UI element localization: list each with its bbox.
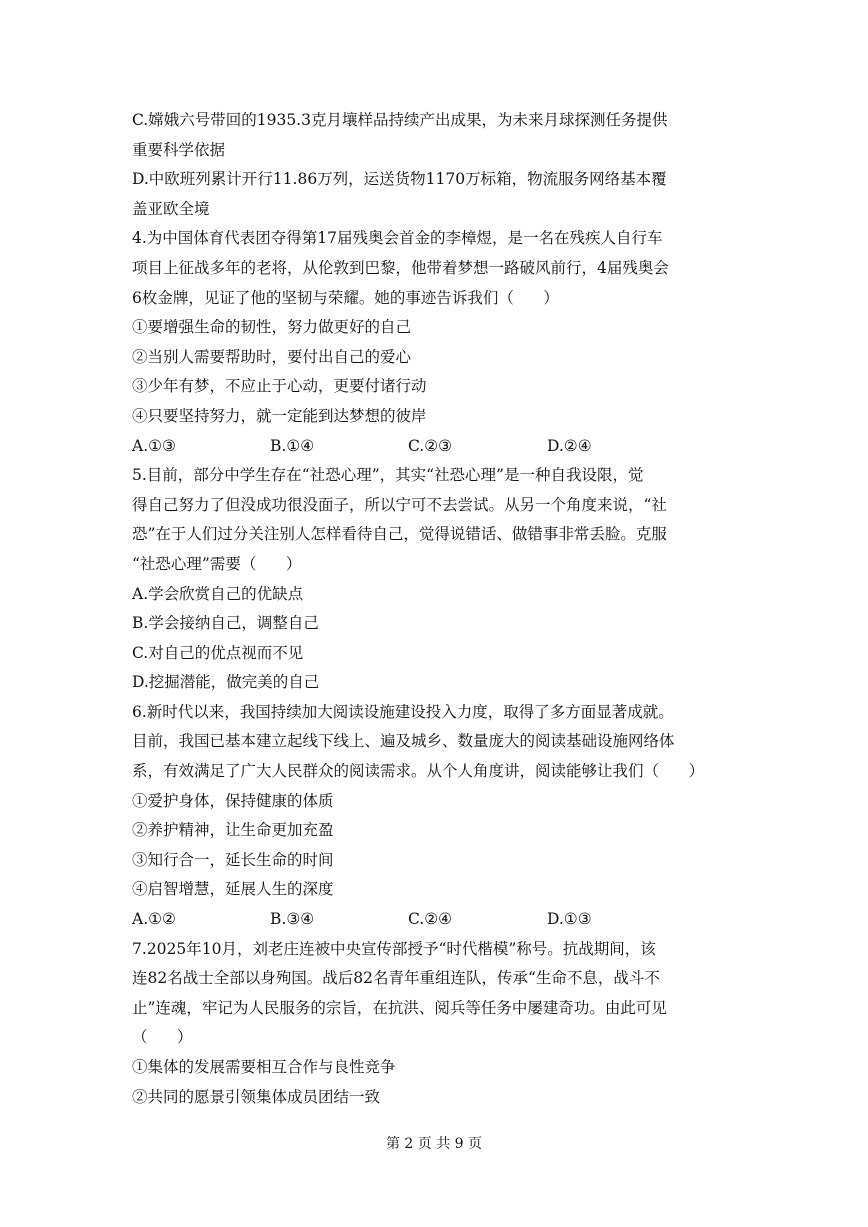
page-footer: 第 2 页 共 9 页: [385, 1136, 483, 1152]
text-line: ①集体的发展需要相互合作与良性竞争: [132, 1058, 396, 1076]
text-line: （ ）: [132, 1028, 193, 1047]
text-line: ③少年有梦，不应止于心动，更要付诸行动: [132, 377, 427, 396]
answer-option: C.②③: [408, 436, 453, 455]
text-line: C.嫦娥六号带回的1935.3克月壤样品持续产出成果，为未来月球探测任务提供: [132, 111, 668, 129]
answer-options-row: [132, 905, 752, 935]
text-line: ④启智增慧，延展人生的深度: [132, 880, 334, 899]
text-line: ③知行合一，延长生命的时间: [132, 850, 334, 869]
text-line: ②当别人需要帮助时，要付出自己的爱心: [132, 347, 412, 366]
answer-option: D.①③: [547, 910, 592, 929]
text-line: 7.2025年10月，刘老庄连被中央宣传部授予“时代楷模”称号。抗战期间，该: [132, 939, 656, 958]
answer-option: C.②④: [408, 910, 453, 929]
text-line: ①爱护身体，保持健康的体质: [132, 791, 334, 810]
answer-option: D.②④: [547, 436, 592, 455]
text-line: ④只要坚持努力，就一定能到达梦想的彼岸: [132, 406, 427, 425]
answer-option: B.③④: [270, 910, 315, 929]
text-line: 项目上征战多年的老将，从伦敦到巴黎，他带着梦想一路破风前行，4届残奥会: [132, 258, 669, 277]
text-line: C.对自己的优点视而不见: [132, 643, 304, 662]
text-line: D.挖掘潜能，做完美的自己: [132, 673, 320, 692]
answer-option: B.①④: [270, 436, 315, 455]
text-line: 止”连魂，牢记为人民服务的宗旨，在抗洪、阅兵等任务中屡建奇功。由此可见: [132, 998, 667, 1017]
text-line: 连82名战士全部以身殉国。战后82名青年重组连队，传承“生命不息，战斗不: [132, 969, 660, 988]
text-line: 恐”在于人们过分关注别人怎样看待自己，觉得说错话、做错事非常丢脸。克服: [132, 525, 667, 544]
text-line: 目前，我国已基本建立起线下线上、遍及城乡、数量庞大的阅读基础设施网络体: [132, 732, 675, 751]
text-line: ①要增强生命的韧性，努力做更好的自己: [132, 318, 412, 337]
text-line: 得自己努力了但没成功很没面子，所以宁可不去尝试。从另一个角度来说，“社: [132, 495, 667, 514]
text-line: ②养护精神，让生命更加充盈: [132, 821, 334, 840]
text-line: 盖亚欧全境: [132, 199, 210, 218]
text-line: B.学会接纳自己，调整自己: [132, 614, 319, 633]
answer-option: A.①②: [132, 910, 176, 929]
answer-options-row: [132, 432, 752, 462]
text-line: D.中欧班列累计开行11.86万列，运送货物1170万标箱，物流服务网络基本覆: [132, 170, 667, 189]
text-line: ②共同的愿景引领集体成员团结一致: [132, 1087, 381, 1106]
text-line: 5.目前，部分中学生存在“社恐心理”，其实“社恐心理”是一种自我设限，觉: [132, 466, 644, 485]
text-line: “社恐心理”需要（ ）: [132, 554, 302, 573]
page-content: [132, 106, 752, 1112]
text-line: 6枚金牌，见证了他的坚韧与荣耀。她的事迹告诉我们（ ）: [132, 288, 559, 307]
text-line: 4.为中国体育代表团夺得第17届残奥会首金的李樟煜，是一名在残疾人自行车: [132, 229, 663, 248]
text-line: 6.新时代以来，我国持续加大阅读设施建设投入力度，取得了多方面显著成就。: [132, 702, 674, 721]
text-line: 重要科学依据: [132, 140, 226, 159]
text-line: A.学会欣赏自己的优缺点: [132, 584, 304, 603]
answer-option: A.①③: [132, 436, 176, 455]
text-line: 系，有效满足了广大人民群众的阅读需求。从个人角度讲，阅读能够让我们（ ）: [132, 762, 705, 781]
